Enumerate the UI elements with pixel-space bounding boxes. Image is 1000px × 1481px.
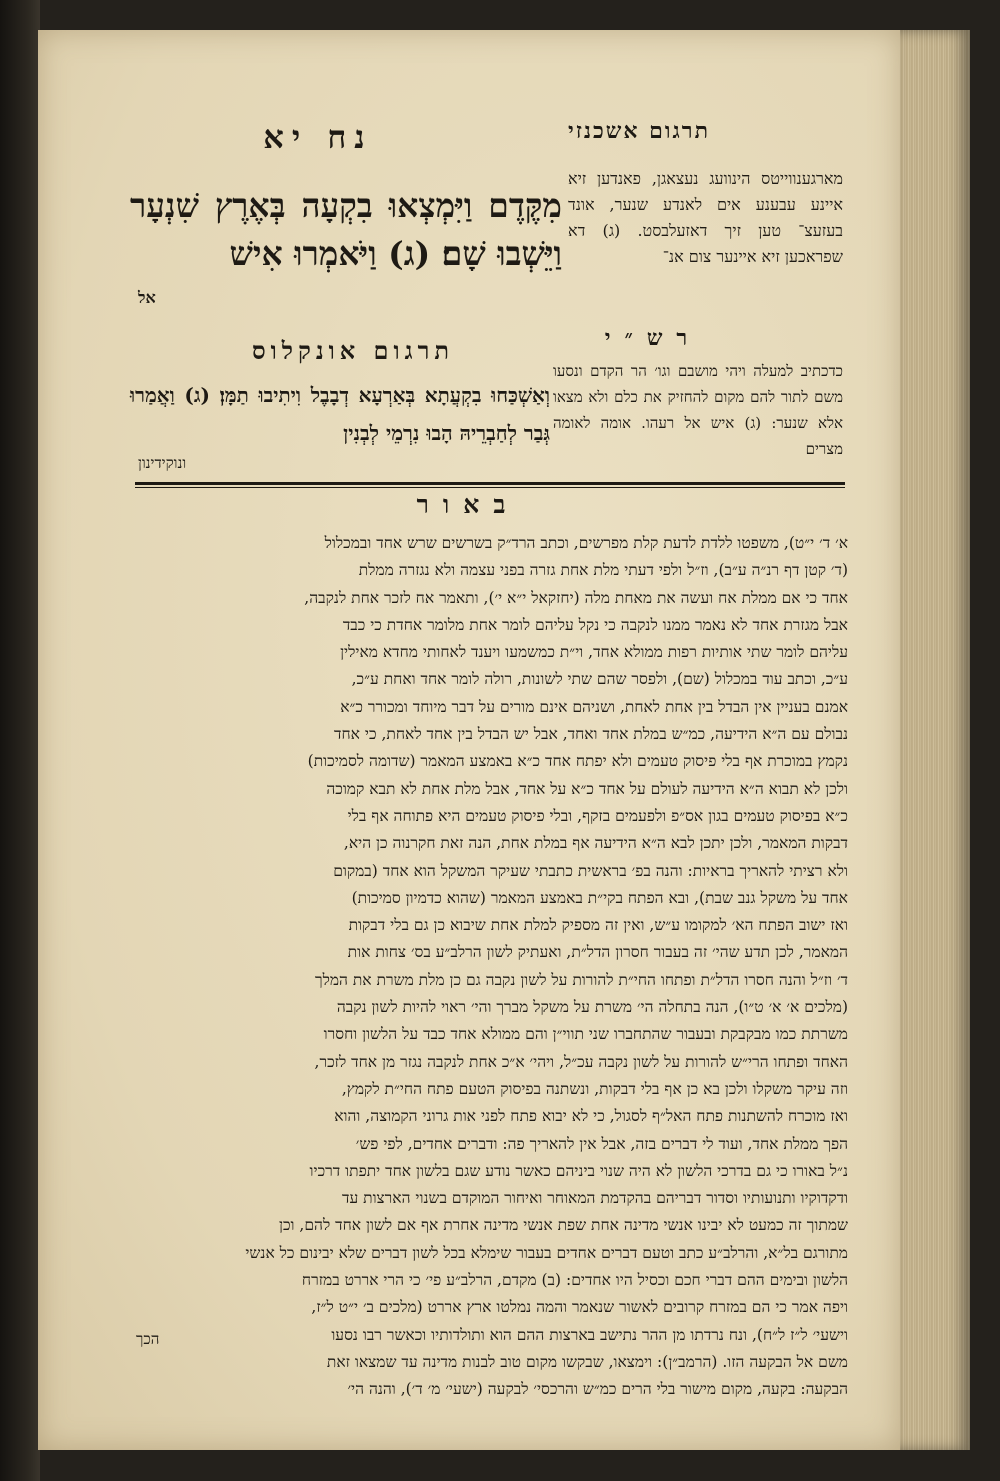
biur-line: ע״כ, וכתב עוד במכלול (שם), ולפסר שהם שתי לשונות, רולה לומר אחד ואחת ע״כ, — [351, 670, 848, 689]
biur-line: וישעי׳ ל״ז ל״ח), ונח נרדתו מן ההר נתישב בארצות ההם הוא ותולדותיו וכאשר רבו נסעו — [331, 1325, 848, 1344]
header-chapter-reference: נח יא — [263, 118, 373, 156]
biur-line: נ״ל באורו כי גם בדרכי הלשון לא היה שנוי ביניהם כאשר נודע שגם בלשון אחד יתפתו דרכיו — [309, 1161, 848, 1180]
binding-edge — [0, 0, 40, 1481]
biur-line: אבל מגזרת אחד לא נאמר ממנו לנקבה כי נקל עליהם לומר אחת מלומר אחדת כי כבד — [342, 615, 848, 634]
biur-line: ודקדוקיו ותנועותיו וסדור דבריהם בהקדמת המאוחר ואיחור המוקדם בשנוי הארצות עד — [341, 1189, 848, 1208]
biur-line: (ד׳ קטן דף רנ״ה ע״ב), וז״ל ולפי דעתי מלת אחת גזרה בפני עצמה ולא נגזרה ממלת — [358, 561, 848, 580]
biur-line: וזה עיקר משקלו ולכן בא כן אף בלי דבקות, ונשתנה בפיסוק הטעם פתח החי״ת לקמץ, — [341, 1079, 848, 1098]
biur-line: ואז ישוב הפתח הא׳ למקומו ע״ש, ואין זה מספיק למלת אחת שיבוא כן גם בלי דבקות — [348, 916, 848, 935]
onkelos-catchword: ונוקידינון — [138, 454, 187, 472]
biur-line: ויפה אמר כי הם במזרח קרובים לאשור שנאמר והמה נמלטו ארץ אררט (מלכים ב׳ י״ט ל״ז, — [311, 1298, 848, 1317]
biur-line: אחד כי אם ממלת אח ועשה את מאחת מלה (יחזקאל י״א י׳), ותאמר אח לזכר אחת לנקבה, — [304, 588, 848, 607]
biur-line: דבקות המאמר, ולכן יתכן לבא ה״א הידיעה אף במלת אחת, הנה זאת חקרנוה כן היא, — [343, 834, 848, 853]
torah-verse-text: מִקֶּדֶם וַיִּמְצְאוּ בִקְעָה בְּאֶרֶץ שִׁנְעָר וַיֵּשְׁבוּ שָׁם׃ (ג) וַיֹּאמְרוּ אִישׁ — [130, 186, 562, 273]
biur-line: מתורגם בל״א, והרלב״ע כתב וטעם דברים אחדים בעבור שימלא בכל לשון דברים שלא יבינום כל אנשי — [245, 1243, 848, 1262]
biur-line: ולא רציתי להאריך בראיות: והנה בפ׳ בראשית כתבתי שעיקר המשקל הוא אחד (במקום — [333, 861, 848, 880]
verse-catchword: אל — [138, 288, 156, 307]
biur-commentary — [130, 530, 848, 1404]
biur-line: שמתוך זה כמעט לא יבינו אנשי מדינה אחת שפת אנשי מדינה אחרת אף אם לשון אחד להם, וכן — [279, 1216, 848, 1235]
biur-line: המאמר, לכן תדע שהי׳ זה בעבור חסרון הדל״ת, ואעתיק לשון הרלב״ע בס׳ צחות אות — [347, 943, 848, 962]
biur-line: אחד על משקל גנב שבת), ובא הפתח בקי״ת באמצע המאמר (שהוא כדמיון סמיכות) — [351, 888, 848, 907]
onkelos-translation: וְאַשְׁכַּחוּ בִקְעֲתָא בְּאַרְעָא דְבָבֶל וִיתִיבוּ תַמָּן׃ (ג) וַאֲמַרוּ גְּבַר לְחַבְרֵיהּ הָבוּ נִרְמֵי לְבְנִין — [130, 383, 550, 445]
biur-line: הלשון ובימים ההם דברי חכם וכסיל היו אחדים: (ב) מקדם, הרלב״ע פי׳ כי הרי אררט במזרח — [301, 1271, 848, 1290]
rashi-heading: רש״י — [604, 325, 702, 351]
section-divider-thick — [135, 482, 845, 485]
biur-line: (מלכים א׳ א׳ ט״ו), הנה בתחלה הי׳ משרת על משקל מברך והי׳ ראוי להיות לשון נקבה — [336, 998, 848, 1017]
biur-line: א׳ ד׳ י״ט), משפטו ללדת לדעת קלת מפרשים, וכתב הרד״ק בשרשים שרש אחד ובמכלול — [324, 534, 848, 552]
section-divider-thin — [135, 487, 845, 488]
page-edge-stack — [900, 30, 970, 1450]
biur-line: ואז מוכרח להשתנות פתח האל״ף לסגול, כי לא יבוא פתח לפני אות גרוני הקמוצה, והוא — [334, 1107, 848, 1126]
onkelos-heading: תרגום אונקלוס — [251, 336, 455, 365]
biur-line: נבולם עם ה״א הידיעה, כמ״ש במלת אחד ואחד, אבל יש הבדל בין אחד לאחת, כי אחד — [334, 725, 848, 744]
page-catchword: הכך — [136, 1330, 160, 1348]
biur-line: הבקעה: בקעה, מקום מישור בלי הרים כמ״ש והרכסי׳ לבקעה (ישעי׳ מ׳ ד׳), והנה הי׳ — [347, 1380, 848, 1399]
biur-line: ולכן לא תבוא ה״א הידיעה לעולם על אחד כ״א על אחד, אבל מלת אחת לא תבא קמוכה — [326, 779, 848, 798]
biur-line: משם אל הבקעה הזו. (הרמב״ן): וימצאו, שבקשו מקום טוב לבנות מדינה עד שמצאו זאת — [326, 1352, 848, 1371]
biur-line: האחד ופתחו הרי״ש להורות על לשון נקבה עכ״ל, ויהי׳ א״כ אחת לנקבה נגזר מן אחד לזכר, — [314, 1052, 848, 1071]
biur-line: כ״א בפיסוק טעמים בגון אס״פ ולפעמים בזקף, ובלי פיסוק טעמים היא פתוחה אף בלי — [347, 806, 848, 825]
biur-line: אמנם בעניין אין הבדל בין אחת לאחת, ושניהם אינם מורים על דבר מיוחד ומכורר כ״א — [340, 697, 848, 716]
biur-line: ד׳ וז״ל והנה חסרו הדל״ת ופתחו החי״ת להורות על לשון נקבה גם כן מלת משרת את המלך — [314, 970, 848, 989]
biur-line: הפך ממלת אחד, ועוד לי דברים בזה, אבל אין להאריך פה: ודברים אחדים, לפי פש׳ — [355, 1134, 848, 1153]
header-targum-ashkenazi: תרגום אשכנזי — [568, 118, 711, 144]
rashi-commentary: כדכתיב למעלה ויהי מושבם וגו׳ הר הקדם ונסעו משם לתור להם מקום להחזיק את כלם ולא מצאו אלא שנער: (ג) איש אל רעהו. אומה לאומה מצרים — [553, 362, 843, 458]
biur-heading: באור — [416, 490, 520, 519]
biur-line: נקמץ במוכרת אף בלי פיסוק טעמים ולא יפתח אחד כ״א באמצע המאמר (שדומה לסמיכות) — [307, 752, 848, 771]
biur-line: עליהם לומר שתי אותיות רפות ממולא אחד, וי״ת כמשמעו ויענד לאחותי מחדא מאילין — [340, 643, 848, 662]
book-page — [38, 30, 900, 1450]
biur-line: משרתת כמו מבקבקת ובעבור שהתחברו שני תווי״ן והם ממולא אחד כבד על הלשון וחסרו — [323, 1025, 848, 1044]
german-translation-column: מארגענווייטס הינוועג נעצאגן, פאנדען זיא איינע עבענע אים לאנדע שנער, אונד בעזעצ־ טען זיך דאזעלבסט. (ג) דא שפראכען זיא איינער צום אנ־ — [568, 169, 843, 266]
